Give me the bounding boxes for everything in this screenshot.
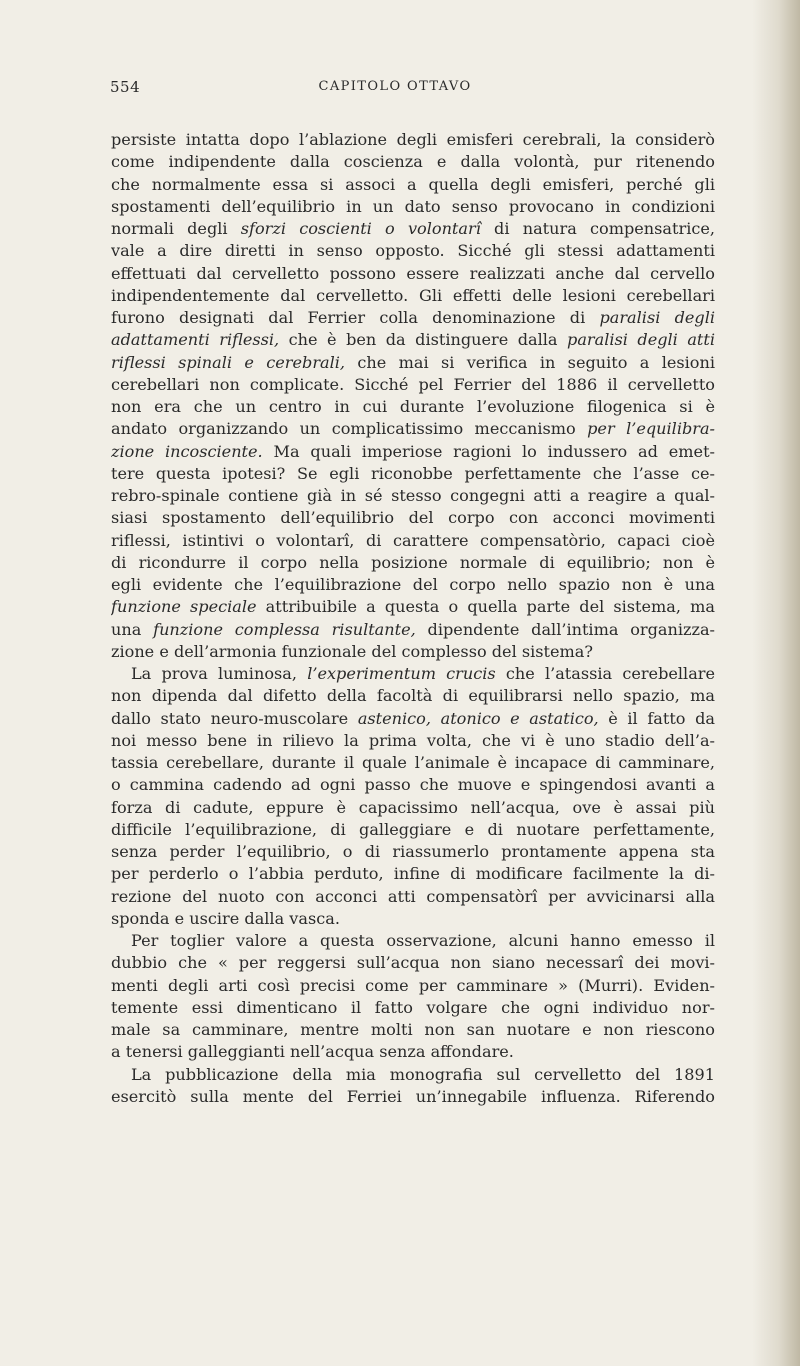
text-segment: spostamenti dell’equilibrio in un dato senso provocano in condizioni xyxy=(111,196,715,216)
text-line xyxy=(111,263,715,285)
text-line xyxy=(111,1086,715,1108)
italic-segment: sforzi coscienti o volontarî xyxy=(240,219,481,238)
text-line xyxy=(111,441,715,463)
text-line xyxy=(111,507,715,529)
text-line xyxy=(111,463,715,485)
text-line xyxy=(111,418,715,440)
page-number: 554 xyxy=(110,78,141,96)
text-segment: a tenersi galleggianti nell’acqua senza affondare. xyxy=(111,1042,514,1062)
text-segment: dubbio che « per reggersi sull’acqua non siano necessarî dei movi- xyxy=(111,953,715,973)
text-line xyxy=(111,997,715,1019)
text-segment: per perderlo o l’abbia perduto, infine di modificare facilmente la di- xyxy=(111,864,715,884)
text-segment: normali degli xyxy=(111,219,241,238)
italic-segment: paralisi degli xyxy=(599,308,715,327)
italic-segment: l’experimentum crucis xyxy=(307,664,496,683)
text-line xyxy=(111,619,715,641)
text-segment: di ricondurre il corpo nella posizione normale di equilibrio; non è xyxy=(111,552,715,572)
text-segment: temente essi dimenticano il fatto volgare che ogni individuo nor- xyxy=(111,997,715,1017)
text-segment: rebro-spinale contiene già in sé stesso congegni atti a reagire a qual- xyxy=(111,486,715,505)
text-line xyxy=(111,774,715,796)
text-line xyxy=(111,730,715,752)
text-segment: vale a dire diretti in senso opposto. Sicché gli stessi adattamenti xyxy=(111,241,715,261)
text-line xyxy=(111,1041,715,1063)
page-edge-shadow xyxy=(752,0,800,1366)
text-segment: che è ben da distinguere dalla xyxy=(279,330,568,350)
text-line xyxy=(111,307,715,329)
text-segment: che normalmente essa si associ a quella degli emisferi, perché gli xyxy=(111,174,715,194)
running-head: CAPITOLO OTTAVO xyxy=(318,79,472,94)
text-segment: noi messo bene in rilievo la prima volta, che vi è uno stadio dell’a- xyxy=(111,730,715,750)
text-segment: effettuati dal cervelletto possono essere realizzati anche dal cervello xyxy=(111,263,715,283)
text-segment: sponda e uscire dalla vasca. xyxy=(111,908,340,928)
text-segment: esercitò sulla mente del Ferriei un’innegabile influenza. Riferendo xyxy=(111,1086,715,1106)
text-line xyxy=(111,374,715,396)
italic-segment: paralisi degli atti xyxy=(567,330,715,350)
text-line xyxy=(111,574,715,596)
text-segment: che mai si verifica in seguito a lesioni xyxy=(345,352,715,372)
text-segment: andato organizzando un complicatissimo meccanismo xyxy=(111,419,588,439)
text-line xyxy=(111,352,715,374)
text-line xyxy=(111,819,715,841)
italic-segment: per l’equilibra- xyxy=(587,419,715,439)
text-line xyxy=(111,752,715,774)
text-line xyxy=(111,596,715,618)
text-line xyxy=(111,685,715,707)
text-segment: tere questa ipotesi? Se egli riconobbe perfettamente che l’asse ce- xyxy=(111,463,715,483)
text-segment: o cammina cadendo ad ogni passo che muove e spingendosi avanti a xyxy=(111,775,715,795)
text-segment: come indipendente dalla coscienza e dalla volontà, pur ritenendo xyxy=(111,152,715,172)
text-line xyxy=(111,708,715,730)
text-line xyxy=(111,930,715,952)
text-segment: che l’atassia cerebellare xyxy=(495,664,715,683)
text-segment: una xyxy=(111,619,154,639)
italic-segment: riflessi spinali e cerebrali, xyxy=(111,352,346,372)
text-segment: di natura compensatrice, xyxy=(480,219,715,238)
text-segment: La prova luminosa, xyxy=(131,664,308,683)
text-segment: forza di cadute, eppure è capacissimo nell’acqua, ove è assai più xyxy=(111,797,715,817)
text-segment: indipendentemente dal cervelletto. Gli effetti delle lesioni cerebellari xyxy=(111,285,715,305)
body-text xyxy=(111,129,715,1108)
text-line xyxy=(111,530,715,552)
text-segment: egli evidente che l’equilibrazione del corpo nello spazio non è una xyxy=(111,575,715,594)
italic-segment: funzione speciale xyxy=(111,597,257,617)
text-segment: menti degli arti così precisi come per camminare » (Murri). Eviden- xyxy=(111,975,715,995)
text-line xyxy=(111,240,715,262)
text-segment: zione e dell’armonia funzionale del complesso del sistema? xyxy=(111,641,593,661)
text-line xyxy=(111,285,715,307)
text-line xyxy=(111,151,715,173)
text-line xyxy=(111,863,715,885)
text-line xyxy=(111,886,715,908)
text-line xyxy=(111,485,715,507)
text-line xyxy=(111,129,715,151)
text-segment: è il fatto da xyxy=(598,708,715,728)
text-line xyxy=(111,1019,715,1041)
text-segment: non dipenda dal difetto della facoltà di equilibrarsi nello spazio, ma xyxy=(111,686,715,706)
text-segment: La pubblicazione della mia monografia sul cervelletto del 1891 xyxy=(131,1064,715,1084)
text-segment: male sa camminare, mentre molti non san nuotare e non riescono xyxy=(111,1020,715,1039)
text-line xyxy=(111,552,715,574)
text-segment: attribuibile a questa o quella parte del sistema, ma xyxy=(256,597,715,617)
text-segment: cerebellari non complicate. Sicché pel Ferrier del 1886 il cervelletto xyxy=(111,374,715,394)
text-line xyxy=(111,218,715,240)
text-line xyxy=(111,841,715,863)
text-segment: rezione del nuoto con acconci atti compensatòrî per avvicinarsi alla xyxy=(111,886,715,906)
text-line xyxy=(111,663,715,685)
italic-segment: astenico, atonico e astatico, xyxy=(357,708,599,728)
page-header xyxy=(110,78,680,102)
text-line xyxy=(111,174,715,196)
text-segment: senza perder l’equilibrio, o di riassumerlo prontamente appena sta xyxy=(111,842,715,861)
text-line xyxy=(111,196,715,218)
text-line xyxy=(111,975,715,997)
italic-segment: zione incosciente. xyxy=(111,441,263,461)
text-segment: tassia cerebellare, durante il quale l’animale è incapace di camminare, xyxy=(111,753,715,772)
text-line xyxy=(111,396,715,418)
text-segment: Per toglier valore a questa osservazione, alcuni hanno emesso il xyxy=(131,931,715,950)
text-segment: riflessi, istintivi o volontarî, di carattere compensatòrio, capaci cioè xyxy=(111,530,715,550)
italic-segment: adattamenti riflessi, xyxy=(111,330,280,350)
text-line xyxy=(111,641,715,663)
italic-segment: funzione complessa risultante, xyxy=(153,619,416,639)
text-segment: dallo stato neuro-muscolare xyxy=(111,708,358,728)
text-segment: non era che un centro in cui durante l’evoluzione filogenica si è xyxy=(111,397,715,416)
text-segment: Ma quali imperiose ragioni lo indussero ad emet- xyxy=(262,441,715,461)
text-segment: difficile l’equilibrazione, di galleggiare e di nuotare perfettamente, xyxy=(111,819,715,839)
text-segment: siasi spostamento dell’equilibrio del corpo con acconci movimenti xyxy=(111,508,715,528)
text-line xyxy=(111,952,715,974)
text-segment: persiste intatta dopo l’ablazione degli emisferi cerebrali, la considerò xyxy=(111,130,715,149)
text-segment: furono designati dal Ferrier colla denominazione di xyxy=(111,308,600,327)
text-segment: dipendente dall’intima organizza- xyxy=(415,619,715,639)
text-line xyxy=(111,797,715,819)
text-line xyxy=(111,908,715,930)
text-line xyxy=(111,329,715,351)
text-line xyxy=(111,1064,715,1086)
